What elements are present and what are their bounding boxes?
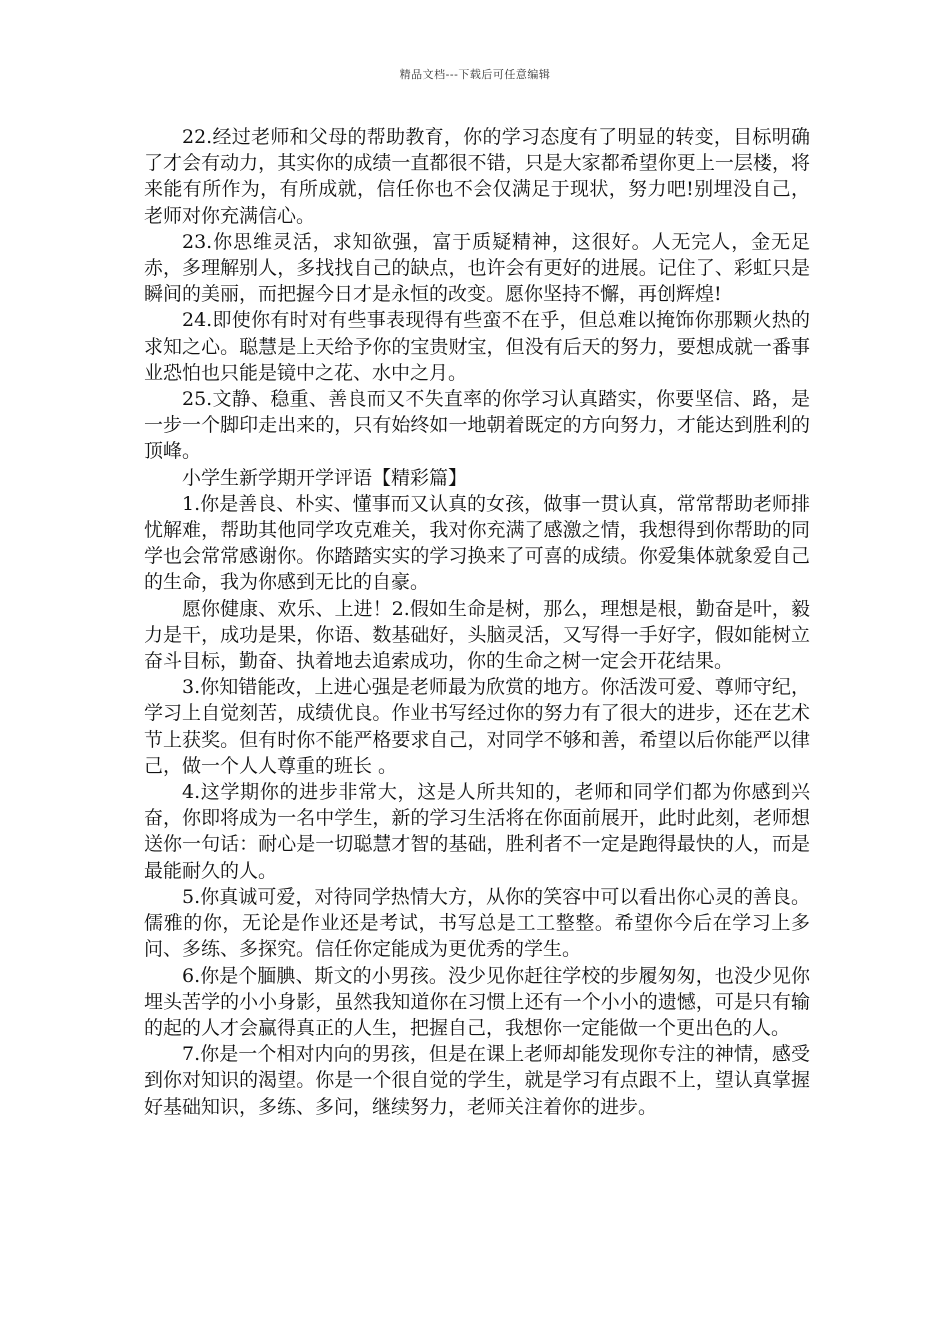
paragraph-3: 3.你知错能改，上进心强是老师最为欣赏的地方。你活泼可爱、尊师守纪，学习上自觉刻苦，成绩优良。作业书写经过你的努力有了很大的进步，还在艺术节上获奖。但有时你不能严格要求自己，对同学不够和善，希望以后你能严以律己，做一个人人尊重的班长 。 (144, 676, 810, 777)
paragraph-23: 23.你思维灵活，求知欲强，富于质疑精神，这很好。人无完人，金无足赤，多理解别人，多找找自己的缺点，也许会有更好的进展。记住了、彩虹只是瞬间的美丽，而把握今日才是永恒的改变。愿你坚持不懈，再创辉煌! (144, 230, 810, 306)
paragraph-5: 5.你真诚可爱，对待同学热情大方，从你的笑容中可以看出你心灵的善良。儒雅的你，无论是作业还是考试，书写总是工工整整。希望你今后在学习上多问、多练、多探究。信任你定能成为更优秀的学生。 (144, 885, 810, 961)
paragraph-6: 6.你是个腼腆、斯文的小男孩。没少见你赶往学校的步履匆匆，也没少见你埋头苦学的小小身影，虽然我知道你在习惯上还有一个小小的遗憾，可是只有输的起的人才会赢得真正的人生，把握自己，我想你一定能做一个更出色的人。 (144, 964, 810, 1039)
page-header: 精品文档---下载后可任意编辑 (399, 68, 551, 81)
paragraph-7: 7.你是一个相对内向的男孩，但是在课上老师却能发现你专注的神情，感受到你对知识的渴望。你是一个很自觉的学生，就是学习有点跟不上，望认真掌握好基础知识，多练、多问，继续努力，老师关注着你的进步。 (144, 1043, 810, 1118)
section-heading: 小学生新学期开学评语【精彩篇】 (182, 466, 468, 489)
paragraph-4: 4.这学期你的进步非常大，这是人所共知的，老师和同学们都为你感到兴奋，你即将成为一名中学生，新的学习生活将在你面前展开，此时此刻，老师想送你一句话：耐心是一切聪慧才智的基础，胜利者不一定是跑得最快的人，而是最能耐久的人。 (144, 781, 810, 882)
paragraph-25: 25.文静、稳重、善良而又不失直率的你学习认真踏实，你要坚信、路，是一步一个脚印走出来的，只有始终如一地朝着既定的方向努力，才能达到胜利的顶峰。 (144, 388, 810, 463)
document-body (144, 124, 810, 1120)
paragraph-2: 愿你健康、欢乐、上进！2.假如生命是树，那么，理想是根，勤奋是叶，毅力是干，成功是果，你语、数基础好，头脑灵活，又写得一手好字，假如能树立奋斗目标，勤奋、执着地去追索成功，你的生命之树一定会开花结果。 (144, 597, 810, 673)
paragraph-1: 1.你是善良、朴实、懂事而又认真的女孩，做事一贯认真，常常帮助老师排忧解难，帮助其他同学攻克难关，我对你充满了感激之情，我想得到你帮助的同学也会常常感谢你。你踏踏实实的学习换来了可喜的成绩。你爱集体就象爱自己的生命，我为你感到无比的自豪。 (144, 492, 810, 594)
paragraph-24: 24.即使你有时对有些事表现得有些蛮不在乎，但总难以掩饰你那颗火热的求知之心。聪慧是上天给予你的宝贵财宝，但没有后天的努力，要想成就一番事业恐怕也只能是镜中之花、水中之月。 (144, 309, 810, 384)
paragraph-22: 22.经过老师和父母的帮助教育，你的学习态度有了明显的转变，目标明确了才会有动力，其实你的成绩一直都很不错，只是大家都希望你更上一层楼，将来能有所作为，有所成就，信任你也不会仅满足于现状，努力吧!别埋没自己，老师对你充满信心。 (144, 126, 810, 227)
